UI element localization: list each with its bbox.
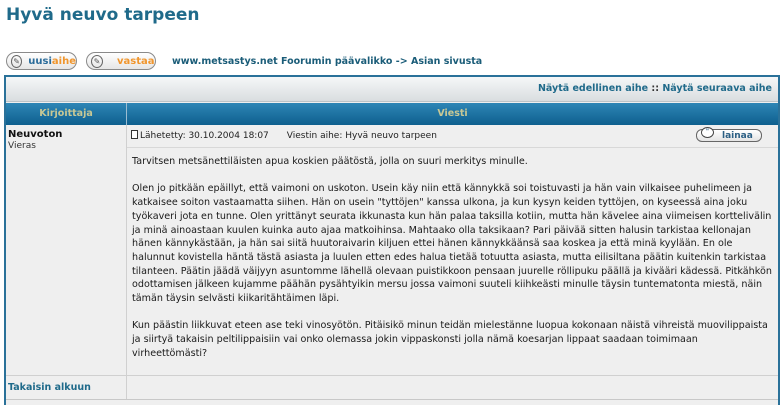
post-date: Lähetetty: 30.10.2004 18:07 (140, 131, 269, 141)
column-header-message: Viesti (437, 108, 468, 119)
topic-table (4, 75, 780, 405)
new-topic-label-part2: aihe (51, 55, 76, 67)
post-body (132, 155, 774, 374)
breadcrumb-separator: -> (392, 56, 411, 67)
post-author-rank: Vieras (8, 141, 36, 151)
speech-bubble-icon: " (701, 127, 714, 138)
reply-button[interactable] (86, 52, 156, 70)
post-details-bar (127, 125, 778, 148)
page-title: Hyvä neuvo tarpeen (6, 5, 200, 25)
quote-label: lainaa (722, 131, 753, 141)
previous-topic-link[interactable]: Näytä edellinen aihe (537, 83, 649, 94)
breadcrumb-forum-index[interactable]: www.metsastys.net Foorumin päävalikko (172, 56, 393, 67)
back-to-top-link[interactable]: Takaisin alkuun (8, 382, 91, 393)
post-document-icon[interactable] (131, 130, 138, 139)
post-paragraph: Tarvitsen metsänettiläisten apua koskien päätöstä, jolla on suuri merkitys minulle. (132, 156, 528, 167)
post-author-name: Neuvoton (8, 129, 63, 140)
reply-label: vastaa (117, 55, 155, 67)
breadcrumb-current[interactable]: Asian sivusta (411, 56, 483, 67)
quote-button[interactable] (696, 129, 762, 142)
post-paragraph: Kun päästin liikkuvat eteen ase teki vinosyötön. Pitäisikö minun teidän mielestänne luopua kokonaan näistä vihreistä muovilippaista ja siirtyä takaisin peltilippaisiin vai onko olemassa jokin vippaskonsti jolla nämä koesarjan lippaat saadaan toimimaan virheettömästi? (132, 320, 768, 359)
post-meta (131, 130, 437, 141)
breadcrumb (172, 56, 482, 67)
new-topic-label-part1: uusi (28, 55, 52, 67)
table-header (6, 103, 778, 125)
post-paragraph: Olen jo pitkään epäillyt, että vaimoni on uskoton. Usein käy niin että kännykkä soi toistuvasti ja hän vain vilkaisee puhelimeen ja katkaisee soiton vastaamatta siihen. Hän on usein "tyttöjen" kanssa ulkona, ja kun kysyn keiden tyttöjen, on kyseessä aina joku työkaveri jota en tunne. Olen yrittänyt seurata ikkunasta kun hän palaa taksilla kotiin, mutta hän kävelee aina viimeisen korttelivälin ja minä ainoastaan kuulen kuinka auto ajaa matkoihinsa. Mahtaako olla taksikaan? Pari päivää sitten halusin tarkistaa kellonajan hänen kännykästään, ja hän sai siitä huutoraivarin kiljuen ettei hänen kännykkäänsä saa koskea ja että minä kyylään. En ole halunnut kovistella häntä tästä asiasta ja luulen etten edes halua tietää totuutta asiasta, mutta eilisiltana päätin kuitenkin tarkistaa tilanteen. Päätin jäädä väijyyn asuntomme lähellä olevaan puistikkoon pensaan juurelle röllipuku päällä ja kivääri kädessä. Pitkähkön odottamisen jälkeen kujamme päähän pysähtyikin mersu jossa vaimoni suuteli kiihkeästi minulle täysin tuntematonta miestä, näin tämän täysin selvästi kiikaritähtäimen läpi. (132, 183, 772, 305)
post-subject: Viestin aihe: Hyvä neuvo tarpeen (286, 131, 437, 141)
topic-nav-links (538, 83, 772, 94)
post-author-cell (6, 125, 127, 375)
column-header-author: Kirjoittaja (6, 103, 127, 125)
topic-nav-bar (6, 77, 778, 102)
column-divider (126, 376, 127, 400)
next-topic-link[interactable]: Näytä seuraava aihe (662, 83, 772, 94)
new-topic-button[interactable] (6, 52, 77, 70)
document-pencil-icon: ✎ (91, 55, 103, 68)
document-pencil-icon: ✎ (11, 55, 22, 68)
nav-separator: :: (648, 83, 663, 94)
post-footer-row (6, 375, 778, 400)
